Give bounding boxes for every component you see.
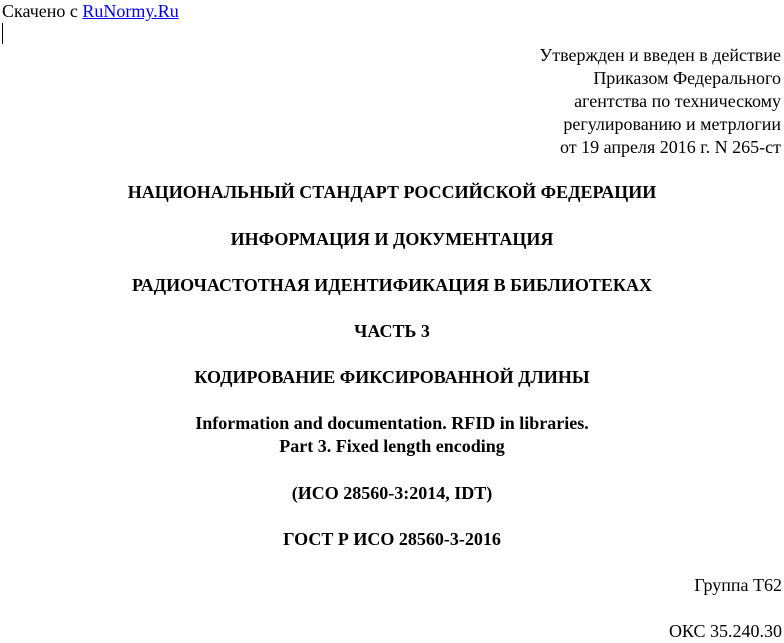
approval-line-5: от 19 апреля 2016 г. N 265-ст <box>560 137 781 157</box>
oks-label: ОКС 35.240.30 <box>668 621 782 641</box>
english-title <box>0 412 784 458</box>
approval-line-3: агентства по техническому <box>574 91 781 111</box>
text-cursor <box>2 23 3 44</box>
source-link[interactable]: RuNormy.Ru <box>82 1 179 21</box>
national-standard-heading: НАЦИОНАЛЬНЫЙ СТАНДАРТ РОССИЙСКОЙ ФЕДЕРАЦИИ <box>127 182 657 202</box>
part-heading: ЧАСТЬ 3 <box>354 321 430 341</box>
encoding-heading: КОДИРОВАНИЕ ФИКСИРОВАННОЙ ДЛИНЫ <box>194 367 590 387</box>
source-line <box>2 1 179 21</box>
approval-line-2: Приказом Федерального <box>593 68 781 88</box>
rfid-heading: РАДИОЧАСТОТНАЯ ИДЕНТИФИКАЦИЯ В БИБЛИОТЕКАХ <box>132 275 652 295</box>
group-label: Группа Т62 <box>694 575 782 595</box>
english-title-line-2: Part 3. Fixed length encoding <box>279 436 505 456</box>
approval-block <box>539 44 781 159</box>
approval-line-1: Утвержден и введен в действие <box>539 45 781 65</box>
english-title-line-1: Information and documentation. RFID in libraries. <box>195 413 589 433</box>
iso-reference: (ИСО 28560-3:2014, IDT) <box>291 483 493 503</box>
source-prefix: Скачено с <box>2 1 83 21</box>
approval-line-4: регулированию и метрлогии <box>563 114 781 134</box>
info-doc-heading: ИНФОРМАЦИЯ И ДОКУМЕНТАЦИЯ <box>230 229 554 249</box>
gost-designation: ГОСТ Р ИСО 28560-3-2016 <box>283 529 501 549</box>
